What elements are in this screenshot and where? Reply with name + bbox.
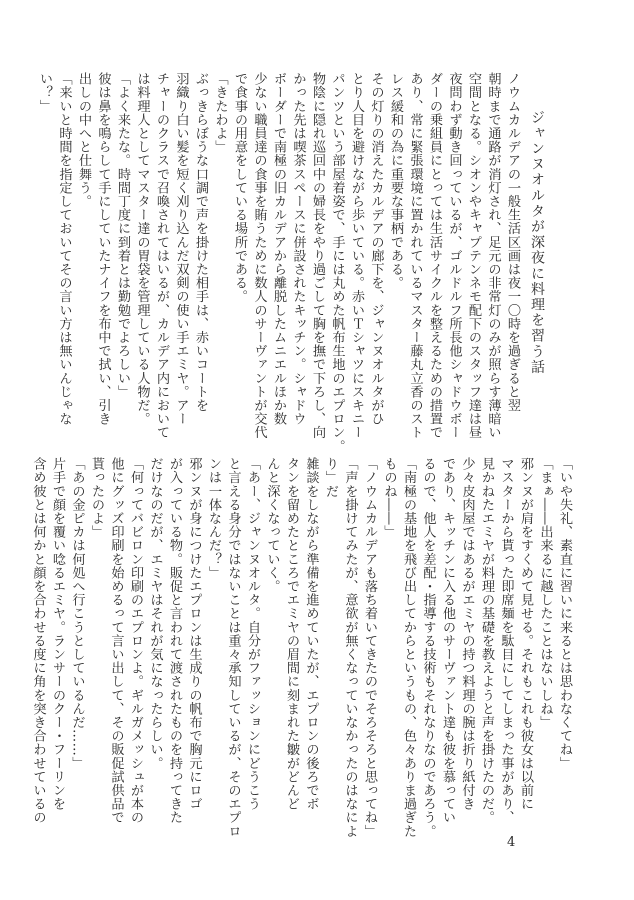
text-line: は料理人としてマスター達の胃袋を管理している人物だ。	[134, 72, 150, 426]
text-line: 他にグッズ印刷を始めるって言い出して、その販促試供品で	[108, 457, 124, 825]
text-line: かった先は喫茶スペースに併設されたキッチン。シャドウ	[290, 72, 306, 426]
text-line: 「きたわよ」	[212, 72, 228, 154]
text-line: その灯りの消えたカルデアの廊下を、ジャンヌオルタがひ	[368, 72, 384, 426]
text-line: 出しの中へと仕舞う。	[76, 72, 91, 208]
text-line: ボーダーで南極の旧カルデアから離脱したムニエルほか数	[271, 72, 286, 426]
text-line: 「よく来たな。時間丁度に到着とは勤勉でよろしい」	[115, 72, 130, 399]
text-line: 少々皮肉屋ではあるがエミヤの持つ料理の腕は折り紙付き	[459, 457, 475, 811]
page-title: ジャンヌオルタが深夜に料理を習う話	[529, 110, 545, 376]
text-line: レス緩和の為に重要な事柄である。	[388, 72, 403, 290]
text-line: 彼は鼻を鳴らして手にしていたナイフを布中で拭い、引き	[95, 72, 111, 426]
text-line: マスターから貰った即席麺を駄目にしてしまった事があり、	[498, 457, 514, 825]
text-line: 「あの金ピカは何処へ行こうとしているんだ……」	[69, 457, 85, 770]
text-line: るので、他人を差配・指導する技術もそれなりなのであろう。	[420, 457, 436, 838]
text-line: 「いや失礼、素直に習いに来るとは思わなくてね」	[557, 457, 572, 770]
text-line: で食事の用意をしている場所である。	[232, 72, 247, 304]
text-line: とり人目を避けながら歩いている。赤いＴシャツにスキニー	[349, 72, 364, 440]
text-line: んと深くなっていく。	[264, 457, 280, 593]
text-line: ンは一体なんだ？」	[206, 457, 221, 580]
text-line: であり、キッチンに入る他のサーヴァント達も彼を慕ってい	[440, 457, 455, 825]
text-line: 空間となる。シオンやキャプテンネモ配下のスタッフ達は昼	[466, 72, 481, 440]
text-line: 夜問わず動き回っているが、ゴルドルフ所長他シャドウボー	[446, 72, 462, 440]
page-number: 4	[507, 835, 516, 850]
text-line: 「声を掛けてみたが、意欲が無くなっていなかったのはなによ	[342, 457, 358, 838]
bottom-text-block	[30, 457, 574, 838]
text-line: ぶっきらぼうな口調で声を掛けた相手は、赤いコートを	[193, 72, 208, 412]
text-line: だけなのだが、エミヤはそれが気になったらしい。	[147, 457, 163, 770]
text-line: と言える身分ではないことは重々承知しているが、そのエプロ	[225, 457, 241, 838]
text-line: 邪ンヌが肩をすくめて見せる。それもこれも彼女は以前に	[518, 457, 533, 811]
text-line: 「来いと時間を指定しておいてその言い方は無いんじゃな	[56, 72, 72, 426]
text-line: 「あー、ジャンヌオルタ。自分がファッションにどうこう	[245, 457, 260, 811]
text-line: 含め彼とは何かと顔を合わせる度に角を突き合わせているの	[30, 457, 46, 825]
text-line: 「ノウムカルデアも落ち着いてきたのでそろそろと思ってね」	[362, 457, 377, 838]
text-line: 片手で顔を覆い唸るエミヤ。ランサーのクー・フーリンを	[50, 457, 65, 811]
text-line: 「何ってバビロン印刷のエプロンよ。ギルガメッシュが本の	[128, 457, 143, 825]
text-line: 「まぁ――出来るに越したことはないしね」	[537, 457, 553, 729]
text-line: 「南極の基地を飛び出してからというもの、色々ありま過ぎた	[401, 457, 416, 838]
text-line: り」だ	[323, 457, 338, 498]
text-line: ダーの乗組員にとっては生活サイクルを整えるための措置で	[427, 72, 442, 440]
text-line: 少ない職員達の食事を賄うために数人のサーヴァントが交代	[251, 72, 267, 440]
text-line: タンを留めたところでエミヤの眉間に刻まれた皺がどんど	[284, 457, 299, 811]
text-line: 貰ったのよ」	[89, 457, 104, 539]
text-line: チャーのクラスで召喚されてはいるが、カルデア内において	[154, 72, 169, 440]
text-line: 雑談をしながら準備を進めていたが、エプロンの後ろでボ	[303, 457, 319, 811]
text-line: あり、常に緊張環境に置かれているマスター藤丸立香のスト	[407, 72, 423, 440]
text-line: い？」	[37, 72, 52, 113]
text-line: ものね――」	[381, 457, 397, 539]
text-line: 邪ンヌが身につけたエプロンは生成りの帆布で胸元にロゴ	[186, 457, 202, 811]
text-line: パンツという部屋着姿で、手には丸めた帆布生地のエプロン。	[329, 72, 345, 453]
text-line: 物陰に隠れ巡回中の婦長をやり過ごして胸を撫で下ろし、向	[310, 72, 325, 440]
text-line: 見かねたエミヤが料理の基礎を教えようと声を掛けたのだ。	[479, 457, 494, 825]
text-line: 朝時まで通路が消灯され、足元の非常灯のみが照らす薄暗い	[485, 72, 501, 440]
text-line: ノウムカルデアの一般生活区画は夜一〇時を過ぎると翌	[505, 72, 520, 412]
text-line: 羽織り白い髪を短く刈り込んだ双剣の使い手エミヤ。アー	[173, 72, 189, 426]
top-text-block	[37, 72, 522, 453]
text-line: が入っている物。販促と言われて渡されたものを持ってきた	[167, 457, 182, 825]
